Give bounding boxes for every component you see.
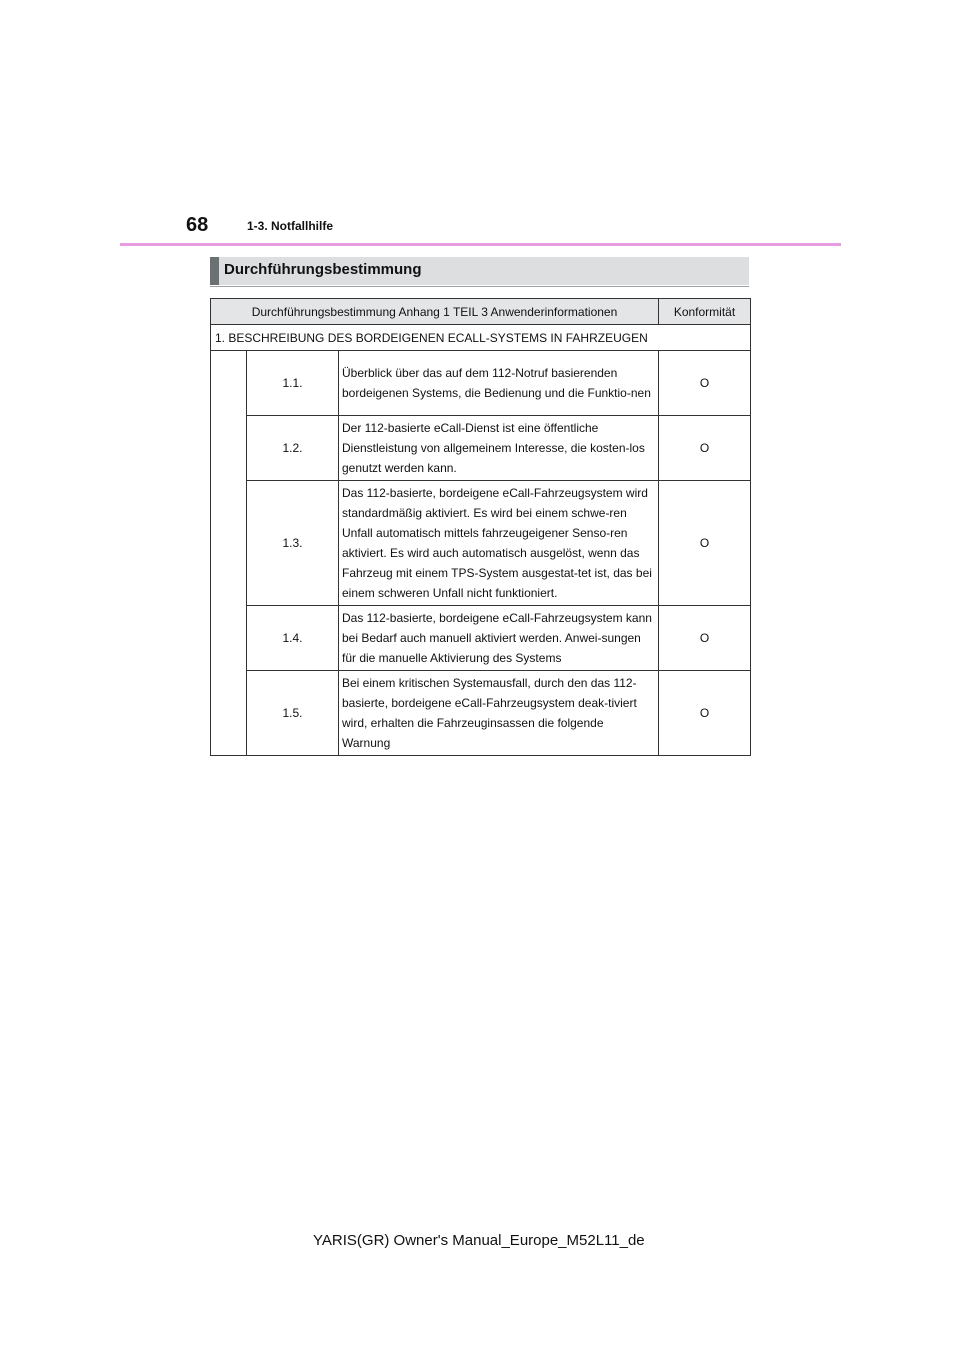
column-header-regulation: Durchführungsbestimmung Anhang 1 TEIL 3 Anwenderinformationen xyxy=(211,299,659,325)
footer-manual-id: YARIS(GR) Owner's Manual_Europe_M52L11_de xyxy=(313,1232,645,1249)
table-row xyxy=(211,351,751,416)
row-description: Das 112-basierte, bordeigene eCall-Fahrzeugsystem wird standardmäßig aktiviert. Es wird bei einem schwe-ren Unfall automatisch mittels fahrzeugeigener Senso-ren aktiviert. Es wird auch automatisch ausgelöst, wenn das Fahrzeug mit einem TPS-System ausgestat-tet ist, das bei einem schweren Unfall nicht funktioniert. xyxy=(339,481,659,606)
row-description: Das 112-basierte, bordeigene eCall-Fahrzeugsystem kann bei Bedarf auch manuell aktiviert werden. Anwei-sungen für die manuelle Aktivierung des Systems xyxy=(339,606,659,671)
row-conformity: O xyxy=(659,481,751,606)
table-section-row xyxy=(211,325,751,351)
heading-underline xyxy=(210,286,749,287)
table-row xyxy=(211,671,751,756)
table-row xyxy=(211,606,751,671)
row-conformity: O xyxy=(659,351,751,416)
row-description: Überblick über das auf dem 112-Notruf basierenden bordeigenen Systems, die Bedienung und die Funktio-nen xyxy=(339,351,659,416)
table-row xyxy=(211,416,751,481)
table-header-row xyxy=(211,299,751,325)
table-row xyxy=(211,481,751,606)
column-header-conformity: Konformität xyxy=(659,299,751,325)
row-conformity: O xyxy=(659,606,751,671)
regulation-table xyxy=(210,298,751,756)
row-number: 1.3. xyxy=(247,481,339,606)
row-number: 1.5. xyxy=(247,671,339,756)
row-number: 1.4. xyxy=(247,606,339,671)
row-number: 1.1. xyxy=(247,351,339,416)
indent-cell xyxy=(211,351,247,756)
row-conformity: O xyxy=(659,416,751,481)
header-divider xyxy=(120,243,841,246)
section-heading-bar xyxy=(210,257,749,285)
section-heading: Durchführungsbestimmung xyxy=(224,261,422,278)
row-number: 1.2. xyxy=(247,416,339,481)
heading-marker xyxy=(210,257,219,285)
section-row-title: 1. BESCHREIBUNG DES BORDEIGENEN ECALL-SYSTEMS IN FAHRZEUGEN xyxy=(211,325,751,351)
row-description: Bei einem kritischen Systemausfall, durch den das 112-basierte, bordeigene eCall-Fahrzeugsystem deak-tiviert wird, erhalten die Fahrzeuginsassen die folgende Warnung xyxy=(339,671,659,756)
row-description: Der 112-basierte eCall-Dienst ist eine öffentliche Dienstleistung von allgemeinem Interesse, die kosten-los genutzt werden kann. xyxy=(339,416,659,481)
page-number: 68 xyxy=(186,214,209,236)
section-title: 1-3. Notfallhilfe xyxy=(247,219,334,233)
row-conformity: O xyxy=(659,671,751,756)
